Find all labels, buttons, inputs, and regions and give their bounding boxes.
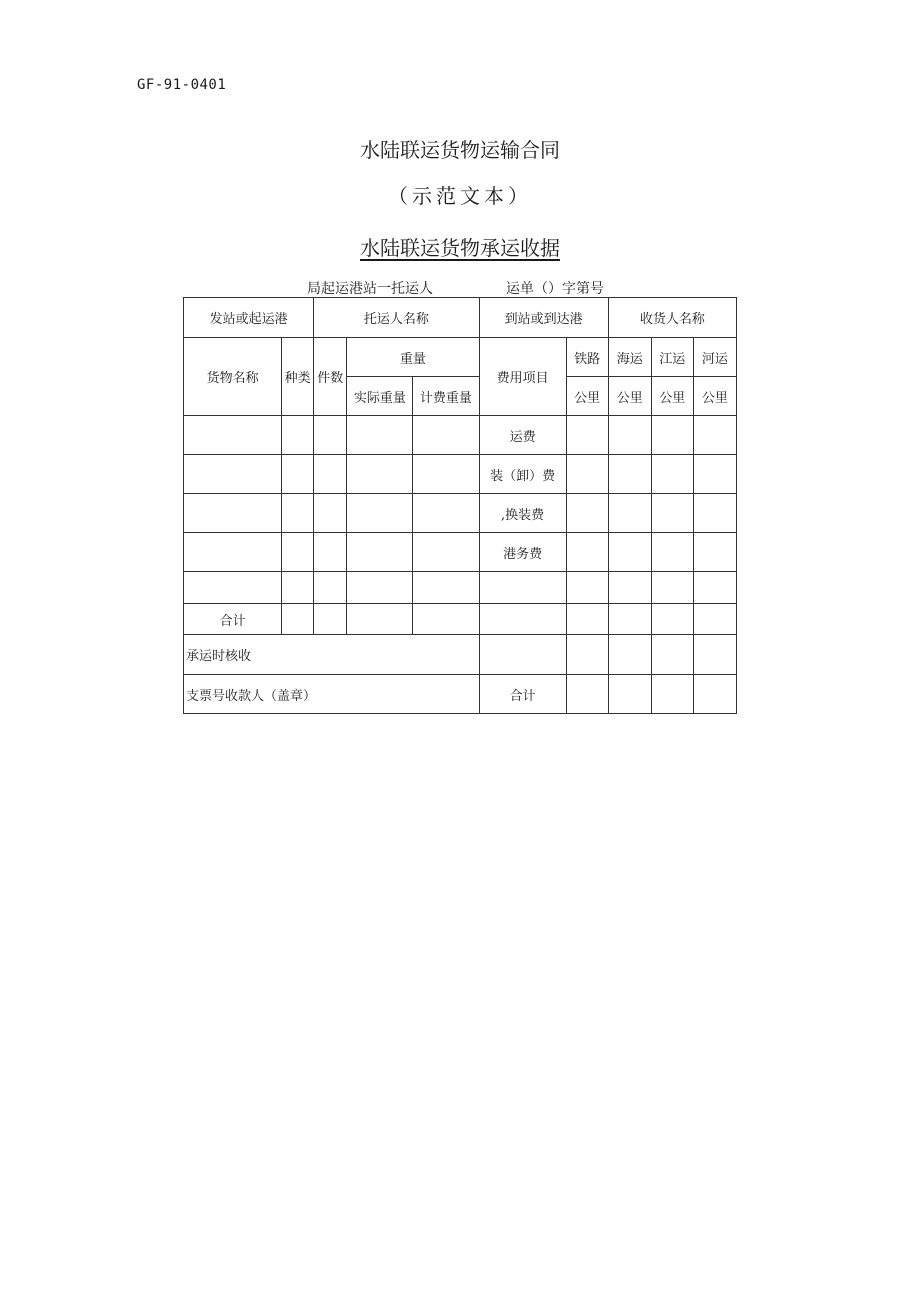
pieces-header: 件数 [314,338,347,416]
form-title [0,232,920,261]
table-row [184,635,737,675]
receipt-table [183,297,737,714]
table-row [184,494,737,533]
category-header: 种类 [282,338,314,416]
fee-items-header: 费用项目 [479,338,566,416]
header-line-left: 局起运港站一托运人 [307,281,433,297]
km-label: 公里 [566,377,608,416]
fee-port: 港务费 [479,533,566,572]
header-line-right: 运单（）字第号 [506,281,604,297]
billed-weight-header: 计费重量 [413,377,479,416]
river-jiang-header: 江运 [651,338,693,377]
fee-freight: 运费 [479,416,566,455]
verify-label: 承运时核收 [184,635,480,675]
table-row [184,675,737,714]
table-row [184,604,737,635]
contract-subtitle: （示范文本） [388,184,532,208]
fee-transshipment: ,换装费 [479,494,566,533]
subtotal-label: 合计 [184,604,282,635]
table-row [184,416,737,455]
table-row [184,298,737,338]
table-row [184,338,737,377]
km-label: 公里 [651,377,693,416]
km-label: 公里 [608,377,651,416]
fee-loading: 装（卸）费 [479,455,566,494]
table-row [184,455,737,494]
payee-label: 支票号收款人（盖章） [184,675,480,714]
km-label: 公里 [693,377,736,416]
sea-header: 海运 [608,338,651,377]
cargo-name-header: 货物名称 [184,338,282,416]
form-title-text: 水陆联运货物承运收据 [360,236,560,260]
table-row [184,572,737,604]
consignee-name-header: 收货人名称 [608,298,736,338]
river-he-header: 河运 [693,338,736,377]
railway-header: 铁路 [566,338,608,377]
total-label: 合计 [479,675,566,714]
weight-header: 重量 [347,338,479,377]
contract-title: 水陆联运货物运输合同 [360,138,560,162]
destination-header: 到站或到达港 [479,298,608,338]
table-row [184,533,737,572]
shipper-name-header: 托运人名称 [314,298,479,338]
document-code: GF-91-0401 [137,77,227,93]
start-station-header: 发站或起运港 [184,298,314,338]
actual-weight-header: 实际重量 [347,377,413,416]
